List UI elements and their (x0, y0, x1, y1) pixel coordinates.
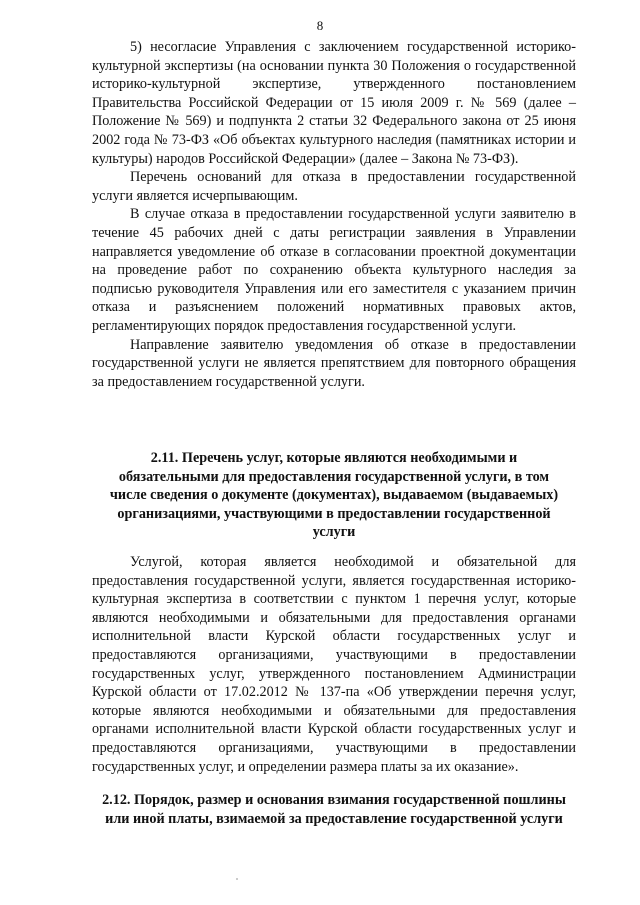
text-block-2-11 (92, 553, 576, 776)
section-heading-2-11: 2.11. Перечень услуг, которые являются необходимыми и обязательными для предоставления государственной услуги, в том числе сведения о документе (документах), выдаваемом (выдаваемых) организациями, участвующими в предоставлении государственной услуги (109, 450, 559, 541)
paragraph-repeat-request: Направление заявителю уведомления об отказе в предоставлении государственной услуги не является препятствием для повторного обращения за предоставлением государственной услуги. (92, 336, 576, 390)
section-heading-2-12: 2.12. Порядок, размер и основания взимания государственной пошлины или иной платы, взимаемой за предоставление государственной услуги (102, 792, 566, 827)
scan-speck (236, 878, 238, 880)
paragraph-mandatory-services: Услугой, которая является необходимой и обязательной для предоставления государственной услуги, является государственная историко-культурная экспертиза в соответствии с пунктом 1 перечня услуг, которые являются необходимыми и обязательными для предоставления органами исполнительной власти Курской области государственных услуг и предоставляются организациями, участвующими в предоставлении государственных услуг, утвержденного постановлением Администрации Курской области от 17.02.2012 № 137-па «Об утверждении перечня услуг, которые являются необходимыми и обязательными для предоставления органами исполнительной власти Курской области государственных услуг и предоставляются организациями, участвующими в предоставлении государственных услуг, и определении размера платы за их оказание». (92, 554, 576, 775)
page-number: 8 (316, 18, 324, 33)
paragraph-exhaustive-list: Перечень оснований для отказа в предоставлении государственной услуги является исчерпывающим. (92, 169, 576, 204)
paragraph-refusal-reason-5: 5) несогласие Управления с заключением государственной историко-культурной экспертизы (на основании пункта 30 Положения о государственной историко-культурной экспертизе, утвержденного постановлением Правительства Российской Федерации от 15 июля 2009 г. № 569 (далее – Положение № 569) и подпункта 2 статьи 32 Федерального закона от 25 июня 2002 года № 73-ФЗ «Об объектах культурного наследия (памятниках истории и культуры) народов Российской Федерации» (далее – Закона № 73-ФЗ). (92, 39, 576, 167)
paragraph-refusal-notification: В случае отказа в предоставлении государственной услуги заявителю в течение 45 рабочих дней с даты регистрации заявления в Управлении направляется уведомление об отказе в согласовании проектной документации на проведение работ по сохранению объекта культурного наследия за подписью руководителя Управления или его заместителя с указанием причин отказа и разъяснением положений нормативных правовых актов, регламентирующих порядок предоставления государственной услуги. (92, 206, 576, 334)
text-block-top (92, 38, 576, 391)
